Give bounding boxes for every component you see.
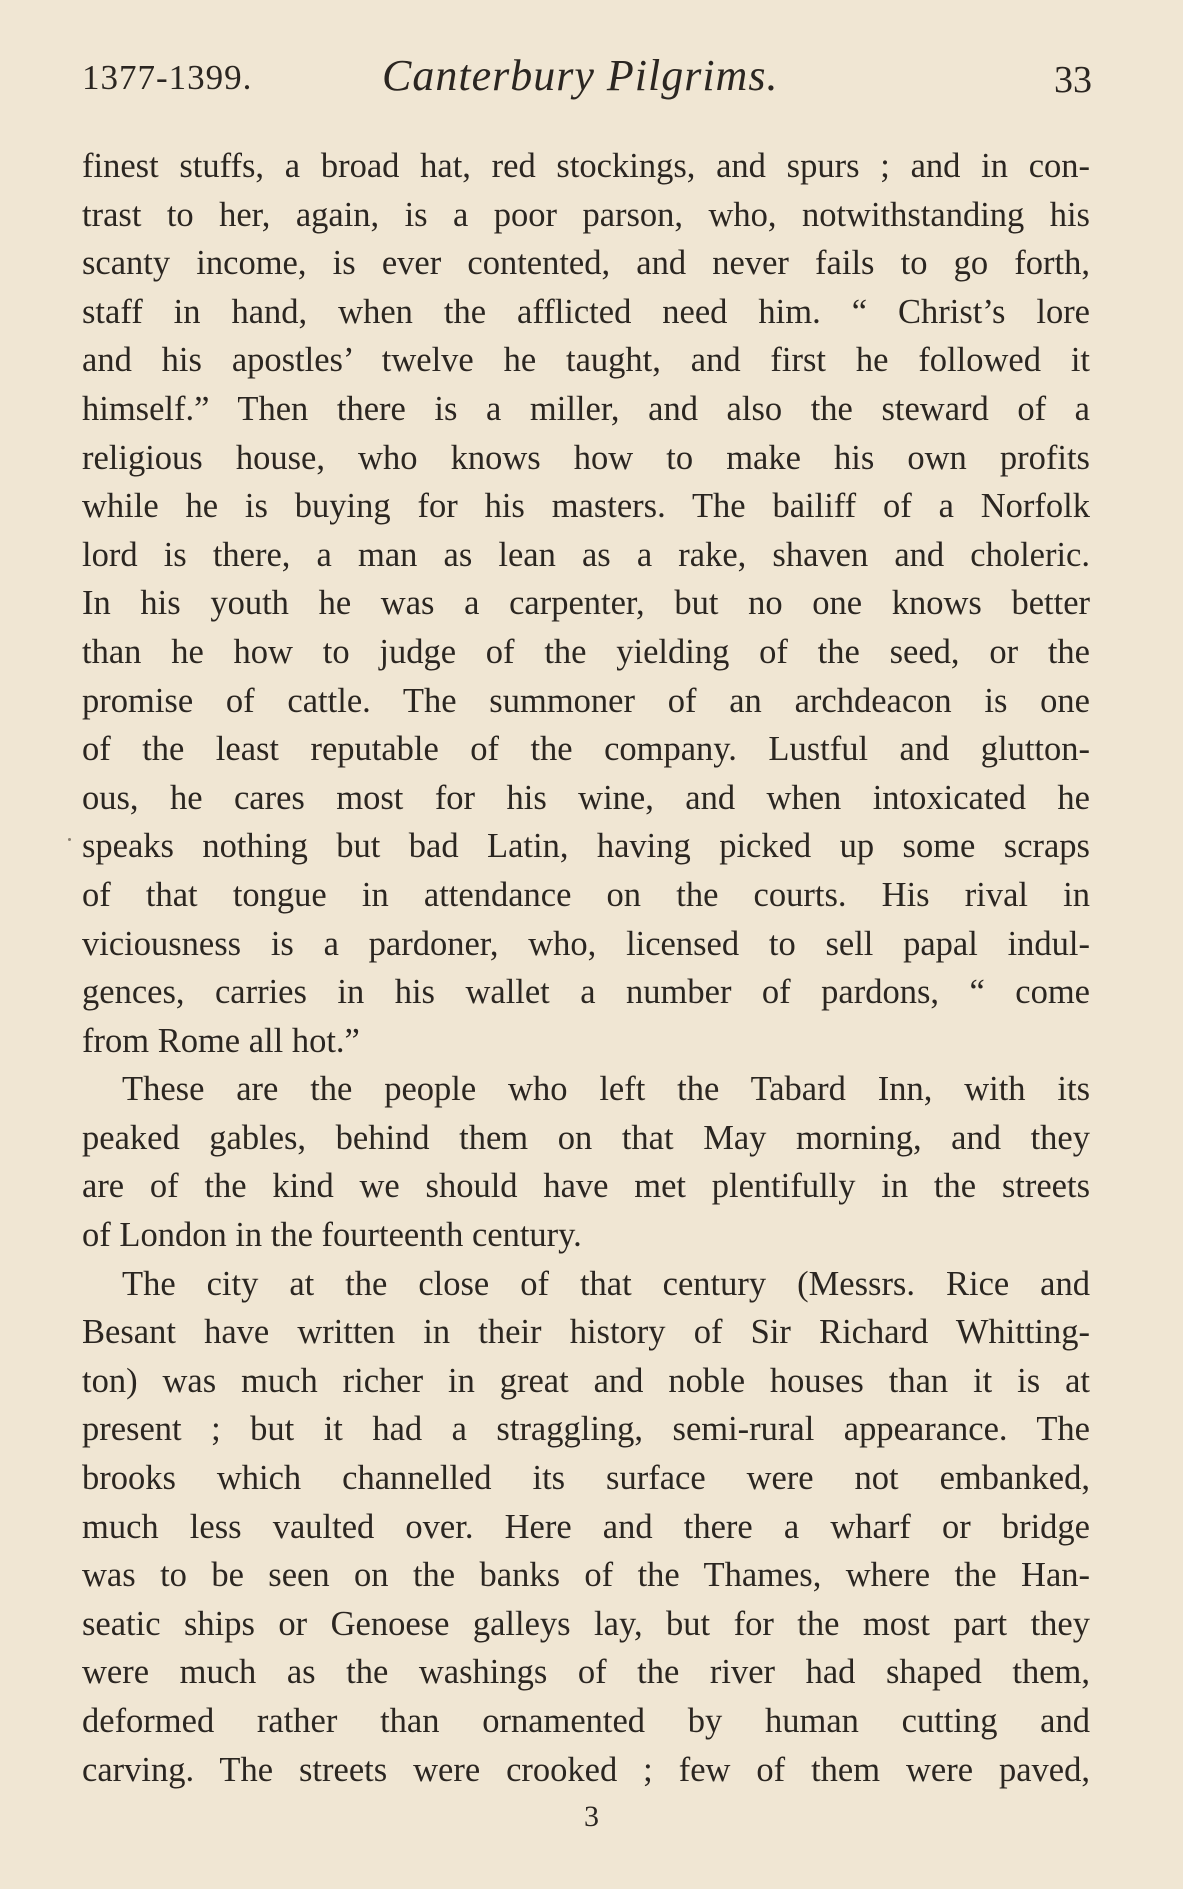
text-line: brooks which channelled its surface were not embanked, <box>82 1459 1090 1498</box>
text-line: than he how to judge of the yielding of the seed, or the <box>82 632 1090 671</box>
text-line: lord is there, a man as lean as a rake, shaven and choleric. <box>82 535 1090 574</box>
text-line: present ; but it had a straggling, semi-rural appearance. The <box>82 1410 1090 1449</box>
text-line: speaks nothing but bad Latin, having picked up some scraps <box>82 827 1090 866</box>
text-line: much less vaulted over. Here and there a wharf or bridge <box>82 1507 1090 1546</box>
signature-mark: 3 <box>584 1800 599 1833</box>
text-line: seatic ships or Genoese galleys lay, but for the most part they <box>82 1604 1090 1643</box>
text-line: trast to her, again, is a poor parson, who, notwithstanding his <box>82 195 1090 234</box>
text-line: staff in hand, when the afflicted need him. “ Christ’s lore <box>82 292 1090 331</box>
running-header-years: 1377-1399. <box>82 58 253 97</box>
text-line: of that tongue in attendance on the courts. His rival in <box>82 875 1090 914</box>
text-line: while he is buying for his masters. The bailiff of a Norfolk <box>82 487 1090 526</box>
text-line: gences, carries in his wallet a number of pardons, “ come <box>82 973 1090 1012</box>
text-line: viciousness is a pardoner, who, licensed to sell papal indul- <box>82 924 1090 963</box>
text-line: was to be seen on the banks of the Thames, where the Han- <box>82 1556 1090 1595</box>
running-header <box>82 50 1092 110</box>
text-line: The city at the close of that century (Messrs. Rice and <box>122 1264 1090 1303</box>
text-line: carving. The streets were crooked ; few of them were paved, <box>82 1750 1090 1789</box>
text-line: religious house, who knows how to make his own profits <box>82 438 1090 477</box>
text-line: of the least reputable of the company. Lustful and glutton- <box>82 730 1090 769</box>
text-line: scanty income, is ever contented, and never fails to go forth, <box>82 244 1090 283</box>
text-line: ton) was much richer in great and noble houses than it is at <box>82 1361 1090 1400</box>
text-line: peaked gables, behind them on that May morning, and they <box>82 1118 1090 1157</box>
text-line: of London in the fourteenth century. <box>82 1216 582 1255</box>
text-line: These are the people who left the Tabard Inn, with its <box>122 1070 1090 1109</box>
text-line: finest stuffs, a broad hat, red stockings, and spurs ; and in con- <box>82 147 1090 185</box>
text-line: and his apostles’ twelve he taught, and first he followed it <box>82 341 1090 380</box>
text-line: himself.” Then there is a miller, and also the steward of a <box>82 389 1090 428</box>
text-line: In his youth he was a carpenter, but no one knows better <box>82 584 1090 623</box>
text-line: deformed rather than ornamented by human cutting and <box>82 1702 1090 1740</box>
text-line: Besant have written in their history of Sir Richard Whitting- <box>82 1313 1090 1352</box>
text-line: from Rome all hot.” <box>82 1021 360 1060</box>
text-line: were much as the washings of the river had shaped them, <box>82 1653 1090 1692</box>
page-number: 33 <box>1054 59 1092 101</box>
text-line: promise of cattle. The summoner of an archdeacon is one <box>82 681 1090 720</box>
text-line: ous, he cares most for his wine, and when intoxicated he <box>82 778 1090 817</box>
text-line: are of the kind we should have met plentifully in the streets <box>82 1167 1090 1206</box>
running-header-title: Canterbury Pilgrims. <box>382 51 779 100</box>
margin-speck <box>68 838 71 841</box>
body-text <box>82 142 1090 1794</box>
